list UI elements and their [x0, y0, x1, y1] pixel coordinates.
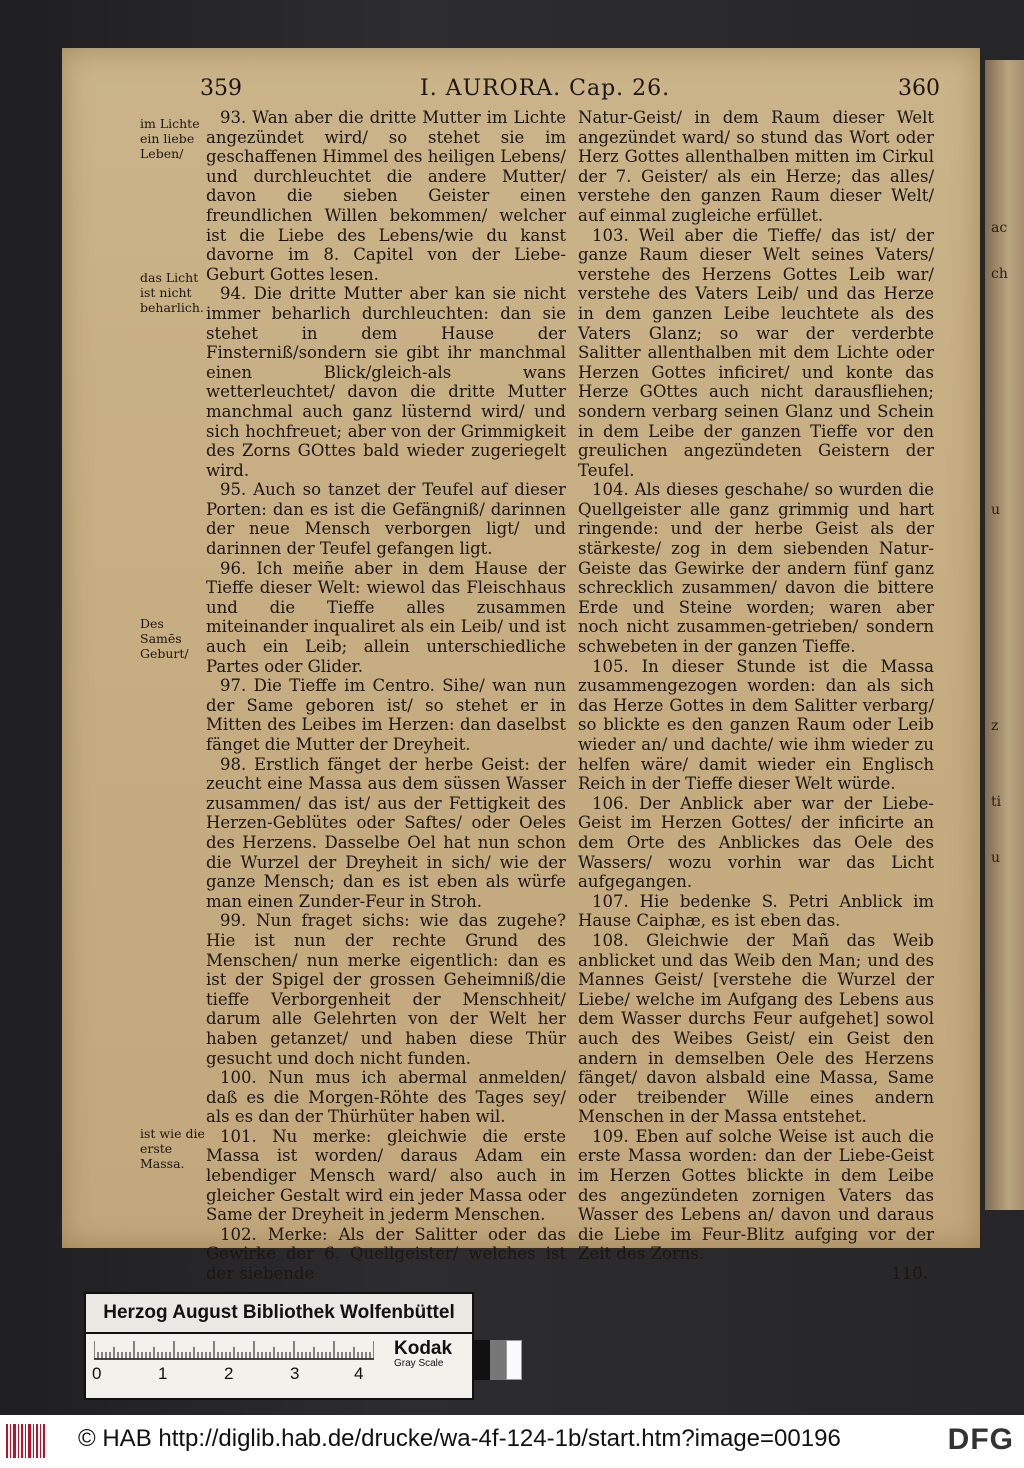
gray-scale-label: Gray Scale [394, 1358, 444, 1369]
paragraph: 97. Die Tieffe im Centro. Sihe/ wan nun der Same geboren ist/ so stehet er in Mitten des Leibes im Herzen: dan daselbst fänget die Mutter der Dreyheit. [206, 676, 566, 754]
paragraph: 106. Der Anblick aber war der Liebe-Geist im Herzen Gottes/ der inficirte an dem Orte des Anblickes das Oele des Wassers/ wozu vorhin war das Licht aufgegangen. [578, 793, 934, 892]
paragraph: 103. Weil aber die Tieffe/ das ist/ der ganze Raum dieser Welt seines Vaters/ verstehe des Herzens Gottes Leib war/ verstehe des Vaters Leib/ und das Herze in dem ganzen Leibe leuchtete als des Vaters Glanz; so war der verderbte Salitter allenthalben mit dem Lichte oder Herzen Gottes inficiret/ und konte das Herze GOttes auch nicht darausfliehen; sondern verbarg seinen Glanz und Schein in dem Leibe der ganzen Tieffe vor den greulichen angezündeten Geistern der Teufel. [578, 225, 934, 480]
page-number-left: 359 [200, 76, 242, 101]
kodak-brand: Kodak [394, 1338, 453, 1359]
next-page-fragment: z [991, 718, 999, 734]
paragraph: Natur-Geist/ in dem Raum dieser Welt angezündet ward/ so stund das Wort oder Herz Gottes allenthalben mitten im Cirkul der 7. Geister/ als ein Herze; das alles/ verstehe den ganzen Raum dieser Welt/ auf einmal zugleiche erfüllet. [578, 108, 934, 225]
margin-note: im Lichte ein liebe Leben/ [140, 116, 200, 161]
copyright-url[interactable]: © HAB http://diglib.hab.de/drucke/wa-4f-124-1b/start.htm?image=00196 [78, 1425, 841, 1452]
ruler-number: 3 [290, 1364, 300, 1383]
text-column-right [578, 108, 934, 1284]
next-page-fragment: u [991, 850, 1001, 866]
running-title: I. AURORA. Cap. 26. [420, 76, 671, 101]
dfg-logo: DFG [947, 1423, 1014, 1456]
next-page-fragment: ti [991, 794, 1002, 810]
library-color-strip [84, 1292, 474, 1400]
ruler-number: 0 [92, 1364, 102, 1383]
catchword: 110. [891, 1264, 928, 1284]
kodak-label [394, 1338, 452, 1369]
text-column-left [206, 108, 566, 1284]
next-page-edge [985, 60, 1024, 1210]
paragraph: 108. Gleichwie der Mañ das Weib anblicket und das Weib den Man; und des Mannes Geist/ [verstehe die Wurzel der Liebe/ welche im Aufgang des Lebens aus dem Wasser durchs Feur aufgehet] sowol auch des Weibes Geist/ ein Geist den andern in demselben Oele des Herzens fänget/ davon alsbald eine Massa, Same oder treibender Wille eines andern Menschen in der Massa entstehet. [578, 930, 934, 1127]
paragraph: 100. Nun mus ich abermal anmelden/ daß es die Morgen-Röhte des Tages sey/ als es dan der Thürhüter haben wil. [206, 1068, 566, 1127]
paragraph: 102. Merke: Als der Salitter oder das Gewirke der 6. Quellgeister/ welches ist der siebende [206, 1224, 566, 1284]
paragraph: 101. Nu merke: gleichwie die erste Massa ist worden/ daraus Adam ein lebendiger Mensch ward/ also auch in gleicher Gestalt wird ein jeder Massa oder Same der Dreyheit in jederm Menschen. [206, 1126, 566, 1225]
margin-note: Des Samēs Geburt/ [140, 616, 189, 661]
page-header [200, 76, 940, 104]
paragraph: 105. In dieser Stunde ist die Massa zusammengezogen worden: dan als sich das Herze Gottes in dem Salitter verbarg/ so blickte es den ganzen Raum oder Leib wieder an/ und dachte/ wie ihm wieder zu helfen wäre/ damit wieder ein Englisch Reich in der Tieffe dieser Welt würde. [578, 656, 934, 794]
footer-bar [0, 1415, 1024, 1468]
measurement-ruler [94, 1340, 374, 1360]
ruler-number: 1 [158, 1364, 168, 1383]
margin-note: ist wie die erste Massa. [140, 1126, 205, 1171]
library-name: Herzog August Bibliothek Wolfenbüttel [86, 1294, 472, 1334]
margin-note: das Licht ist nicht beharlich. [140, 270, 204, 315]
paragraph: 104. Als dieses geschahe/ so wurden die Quellgeister alle ganz grimmig und hart ringende: und der herbe Geist als der stärkeste/ zog in dem siebenden Natur-Geiste das Gewirke der andern fünf ganz schrecklich zusammen/ davon die bittere Erde und Steine worden; waren aber noch nicht zusammen-getrieben/ sondern schwebeten in der ganzen Tieffe. [578, 480, 934, 657]
paragraph: 99. Nun fraget sichs: wie das zugehe? Hie ist nun der rechte Grund des Menschen/ nun merke eigentlich: dan es ist der Spigel der grossen Geheimniß/die tieffe Verborgenheit der Menschheit/ darum alle Gelehrten von der Welt her haben getanzet/ und haben diese Thür gesucht und doch nicht funden. [206, 911, 566, 1068]
page-number-right: 360 [898, 76, 940, 101]
ruler-number: 2 [224, 1364, 234, 1383]
ruler-number: 4 [354, 1364, 364, 1383]
paragraph: 96. Ich meiñe aber in dem Hause der Tieffe dieser Welt: wiewol das Fleischhaus und die Tieffe alles zusammen miteinander inqualiret als ein Leib/ und ist auch ein Leib; allein unterschiedliche Partes oder Glider. [206, 558, 566, 676]
next-page-fragment: u [991, 502, 1001, 518]
next-page-fragment: ac [991, 220, 1008, 236]
paragraph: 95. Auch so tanzet der Teufel auf dieser Porten: dan es ist die Gefängniß/ darinnen der neue Mensch verborgen ligt/ und darinnen der Teufel gefangen ligt. [206, 480, 566, 559]
next-page-fragment: ch [991, 266, 1008, 282]
gray-scale-patches [474, 1340, 524, 1380]
paragraph: 94. Die dritte Mutter aber kan sie nicht immer beharlich durchleuchten: dan sie stehet in dem Hause der Finsterniß/sondern sie gibt ihr manchmal einen Blick/gleich-als wans wetterleuchtet/ davon die dritte Mutter manchmal auch ganz lüsternd wird/ und sich hochfreuet; aber von der Grimmigkeit des Zorns GOttes bald wieder zugeriegelt wird. [206, 284, 566, 480]
barcode-icon [6, 1424, 46, 1458]
paragraph: 93. Wan aber die dritte Mutter im Lichte angezündet wird/ so stehet sie im geschaffenen Himmel des heiligen Lebens/ und durchleuchtet die andere Mutter/ davon die sieben Geister einen freundlichen Willen bekommen/ welcher ist die Liebe des Lebens/wie du kanst davorne im 8. Capitel von der Liebe-Geburt Gottes lesen. [206, 108, 566, 284]
paragraph: 107. Hie bedenke S. Petri Anblick im Hause Caiphæ, es ist eben das. [578, 891, 934, 931]
paragraph: 98. Erstlich fänget der herbe Geist: der zeucht eine Massa aus dem süssen Wasser zusammen/ das ist/ aus der Fettigkeit des Herzen-Geblütes oder Saftes/ oder Oeles des Herzens. Dasselbe Oel hat nun schon die Wurzel der Dreyheit in sich/ wie der ganze Mensch; dan es ist eben als würfe man einen Zunder-Feur in Stroh. [206, 754, 566, 911]
paragraph: 109. Eben auf solche Weise ist auch die erste Massa worden: dan der Liebe-Geist im Herzen Gottes blickte in dem Leibe des angezündeten zornigen Vaters das Wasser des Lebens an/ davon und daraus die Liebe im Feur-Blitz aufging vor der Zeit des Zorns. [578, 1126, 934, 1264]
